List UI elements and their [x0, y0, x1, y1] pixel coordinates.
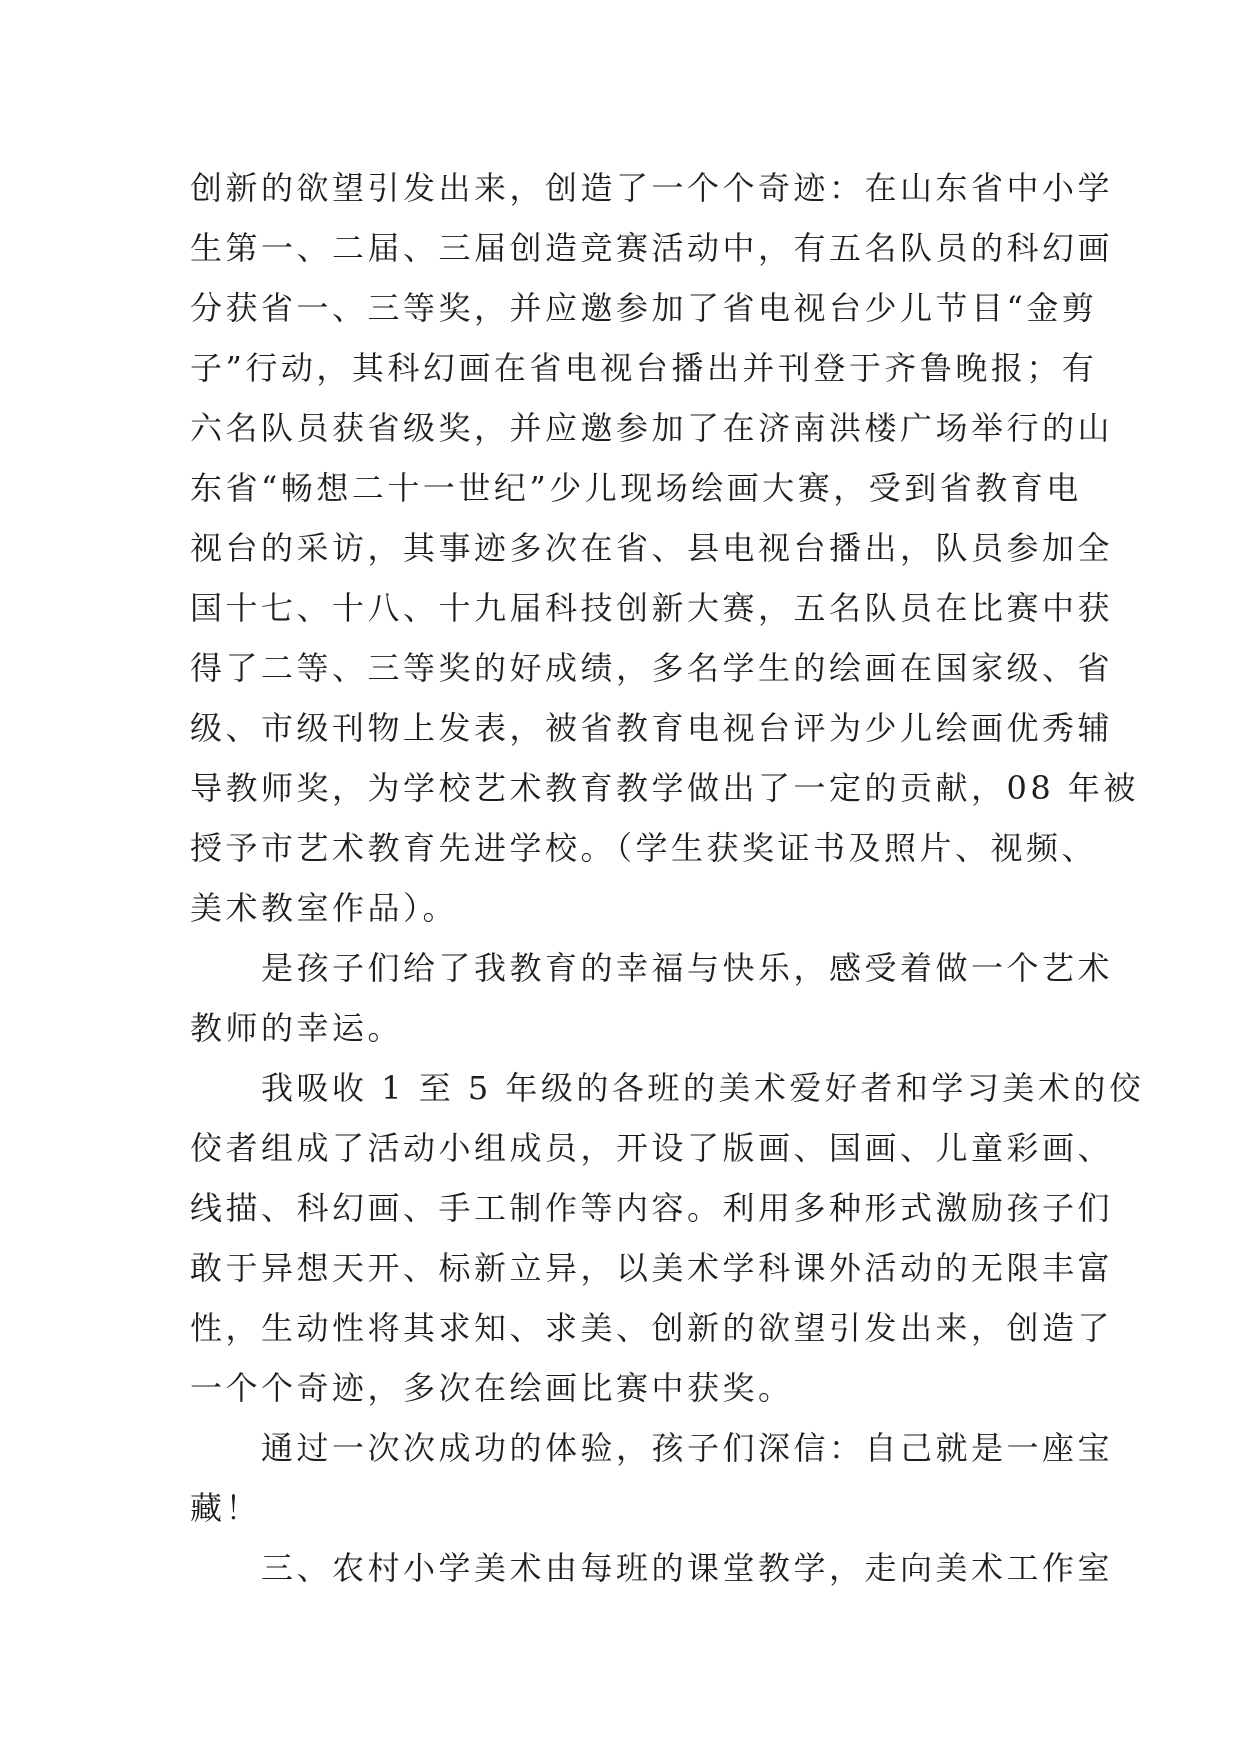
text-line: 通过一次次成功的体验，孩子们深信：自己就是一座宝: [190, 1429, 1114, 1467]
text-line: 敢于异想天开、标新立异，以美术学科课外活动的无限丰富: [190, 1249, 1114, 1287]
text-line: 创新的欲望引发出来，创造了一个个奇迹：在山东省中小学: [190, 169, 1114, 207]
text-line: 美术教室作品）。: [190, 889, 459, 927]
text-line: 性，生动性将其求知、求美、创新的欲望引发出来，创造了: [190, 1309, 1114, 1347]
text-line: 佼者组成了活动小组成员，开设了版画、国画、儿童彩画、: [190, 1129, 1114, 1167]
text-line: 线描、科幻画、手工制作等内容。利用多种形式激励孩子们: [190, 1189, 1114, 1227]
text-line: 教师的幸运。: [190, 1009, 404, 1047]
text-line: 导教师奖，为学校艺术教育教学做出了一定的贡献，08 年被: [190, 769, 1139, 807]
text-line: 六名队员获省级奖，并应邀参加了在济南洪楼广场举行的山: [190, 409, 1114, 447]
text-line: 一个个奇迹，多次在绘画比赛中获奖。: [190, 1369, 794, 1407]
text-line: 我吸收 1 至 5 年级的各班的美术爱好者和学习美术的佼: [190, 1069, 1145, 1107]
text-line: 视台的采访，其事迹多次在省、县电视台播出，队员参加全: [190, 529, 1114, 567]
text-line: 得了二等、三等奖的好成绩，多名学生的绘画在国家级、省: [190, 649, 1114, 687]
text-line: 东省“畅想二十一世纪”少儿现场绘画大赛，受到省教育电: [190, 469, 1082, 507]
text-line: 生第一、二届、三届创造竞赛活动中，有五名队员的科幻画: [190, 229, 1114, 267]
text-line: 藏！: [190, 1489, 262, 1527]
text-line: 是孩子们给了我教育的幸福与快乐，感受着做一个艺术: [190, 949, 1114, 987]
body-text: [190, 158, 1145, 1598]
text-line: 授予市艺术教育先进学校。（学生获奖证书及照片、视频、: [190, 829, 1098, 867]
text-line: 分获省一、三等奖，并应邀参加了省电视台少儿节目“金剪: [190, 289, 1098, 327]
text-line: 国十七、十八、十九届科技创新大赛，五名队员在比赛中获: [190, 589, 1114, 627]
text-line: 子”行动，其科幻画在省电视台播出并刊登于齐鲁晚报；有: [190, 349, 1098, 387]
text-line: 三、农村小学美术由每班的课堂教学，走向美术工作室: [190, 1549, 1114, 1587]
text-line: 级、市级刊物上发表，被省教育电视台评为少儿绘画优秀辅: [190, 709, 1114, 747]
